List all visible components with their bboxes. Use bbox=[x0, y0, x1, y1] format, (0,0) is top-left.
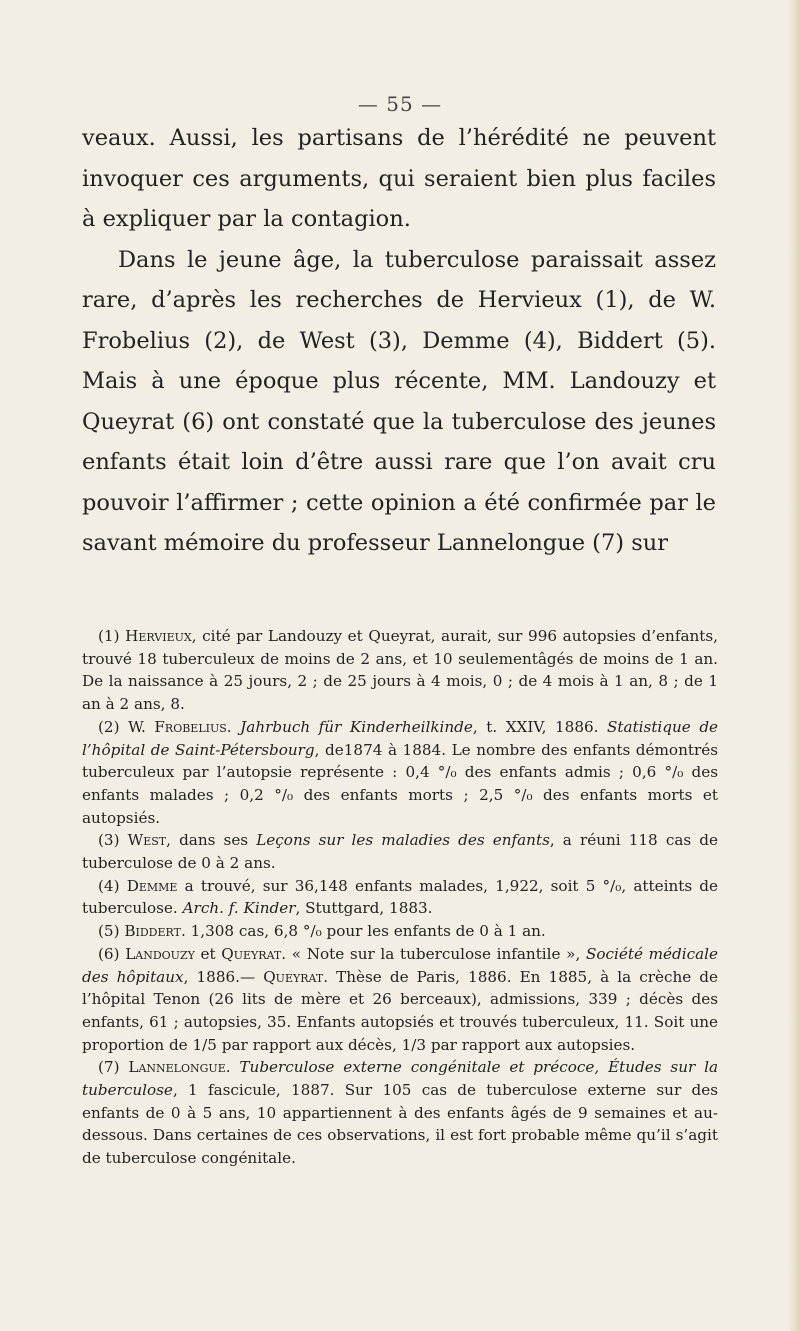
main-text bbox=[82, 118, 716, 564]
footnote-author: Hervieux bbox=[125, 627, 192, 645]
footnote-1 bbox=[82, 625, 718, 716]
footnote-title: Société médicale des hôpitaux bbox=[82, 944, 719, 986]
footnote-author: Queyrat bbox=[221, 944, 282, 963]
footnote-author: Biddert bbox=[124, 922, 181, 941]
footnote-text: , 1886.— bbox=[183, 967, 264, 986]
footnote-text: . bbox=[226, 717, 241, 736]
page-number: — 55 — bbox=[357, 92, 443, 116]
footnote-marker: (2) bbox=[98, 717, 120, 736]
footnotes bbox=[82, 625, 718, 1170]
footnote-title: Statistique de l’hôpital de Saint-Pétersbourg bbox=[82, 717, 719, 759]
paragraph-continuation: veaux. Aussi, les partisans de l’hérédité ne peuvent invoquer ces arguments, qui seraient bien plus faciles à expliquer par la contagion. bbox=[82, 125, 716, 232]
footnote-title: Tuberculose externe congénitale et précoce, Études sur la tuberculose bbox=[82, 1058, 719, 1100]
footnote-4 bbox=[82, 875, 718, 920]
footnote-text: a trouvé, sur 36,148 enfants malades, 1,922, soit 5 °/₀, atteints de tuberculose. bbox=[82, 876, 718, 918]
footnote-author: W. Frobelius bbox=[128, 717, 227, 736]
footnote-text: et bbox=[194, 944, 222, 963]
footnote-marker: (3) bbox=[98, 831, 120, 850]
footnote-text: , t. XXIV, 1886. bbox=[472, 717, 608, 736]
footnote-author: Landouzy bbox=[125, 944, 195, 963]
footnote-text: . Thèse de Paris, 1886. En 1885, à la crèche de l’hôpital Tenon (26 lits de mère et 26 berceaux), admissions, 339 ; décès des enfants, 61 ; autopsies, 35. Enfants autopsiés et trouvés tuberculeux, 11. Soit une proportion de 1/5 par rapport aux décès, 1/3 par rapport aux autopsies. bbox=[82, 967, 719, 1054]
footnote-marker: (7) bbox=[98, 1058, 120, 1077]
footnote-marker: (5) bbox=[98, 922, 120, 941]
footnote-6 bbox=[82, 943, 718, 1057]
footnote-text: , dans ses bbox=[166, 831, 257, 850]
footnote-text: , de1874 à 1884. Le nombre des enfants démontrés tuberculeux par l’autopsie représente : 0,4 °/₀ des enfants admis ; 0,6 °/₀ des enfants malades ; 0,2 °/₀ des enfants morts ; 2,5 °/₀ des enfants morts et autopsiés. bbox=[82, 740, 718, 827]
footnote-title: Leçons sur les maladies des enfants bbox=[256, 831, 550, 850]
footnote-text: . « Note sur la tuberculose infantile », bbox=[281, 944, 586, 963]
footnote-marker: (6) bbox=[98, 944, 120, 963]
footnote-author: West bbox=[127, 831, 167, 850]
footnote-text: , cité par Landouzy et Queyrat, aurait, sur 996 autopsies d’enfants, trouvé 18 tuberculeux de moins de 2 ans, et 10 seulementâgés de moins de 1 an. De la naissance à 25 jours, 2 ; de 25 jours à 4 mois, 0 ; de 4 mois à 1 an, 8 ; de 1 an à 2 ans, 8. bbox=[82, 627, 719, 714]
page-edge bbox=[788, 0, 800, 1331]
footnote-text: , Stuttgard, 1883. bbox=[295, 899, 433, 918]
footnote-marker: (1) bbox=[98, 627, 120, 645]
footnote-author: Queyrat bbox=[263, 967, 324, 986]
footnote-3 bbox=[82, 829, 718, 874]
footnote-5 bbox=[82, 920, 718, 943]
footnote-text: , 1 fascicule, 1887. Sur 105 cas de tuberculose externe sur des enfants de 0 à 5 ans, 10 appartiennent à des enfants âgés de 9 semaines et au-dessous. Dans certaines de ces observations, il est fort probable même qu’il s’agit de tuberculose congénitale. bbox=[82, 1081, 718, 1168]
footnote-7 bbox=[82, 1056, 718, 1170]
footnote-author: Lannelongue bbox=[128, 1058, 226, 1077]
paragraph-tuberculose-jeune-age: Dans le jeune âge, la tuberculose paraissait assez rare, d’après les recherches de Hervieux (1), de W. Frobelius (2), de West (3), Demme (4), Biddert (5). Mais à une époque plus récente, MM. Landouzy et Queyrat (6) ont constaté que la tuberculose des jeunes enfants était loin d’être aussi rare que l’on avait cru pouvoir l’affirmer ; cette opinion a été confirmée par le savant mémoire du professeur Lannelongue (7) sur bbox=[82, 246, 716, 556]
footnote-marker: (4) bbox=[98, 876, 120, 895]
footnote-text: , a réuni 118 cas de tuberculose de 0 à 2 ans. bbox=[82, 831, 718, 873]
footnote-text: . 1,308 cas, 6,8 °/₀ pour les enfants de 0 à 1 an. bbox=[180, 922, 546, 941]
footnote-title: Arch. f. Kinder bbox=[182, 899, 296, 918]
footnote-2 bbox=[82, 716, 718, 830]
footnote-author: Demme bbox=[126, 876, 178, 895]
footnote-title: Jahrbuch für Kinderheilkinde bbox=[240, 717, 473, 736]
footnote-text: . bbox=[225, 1058, 240, 1077]
